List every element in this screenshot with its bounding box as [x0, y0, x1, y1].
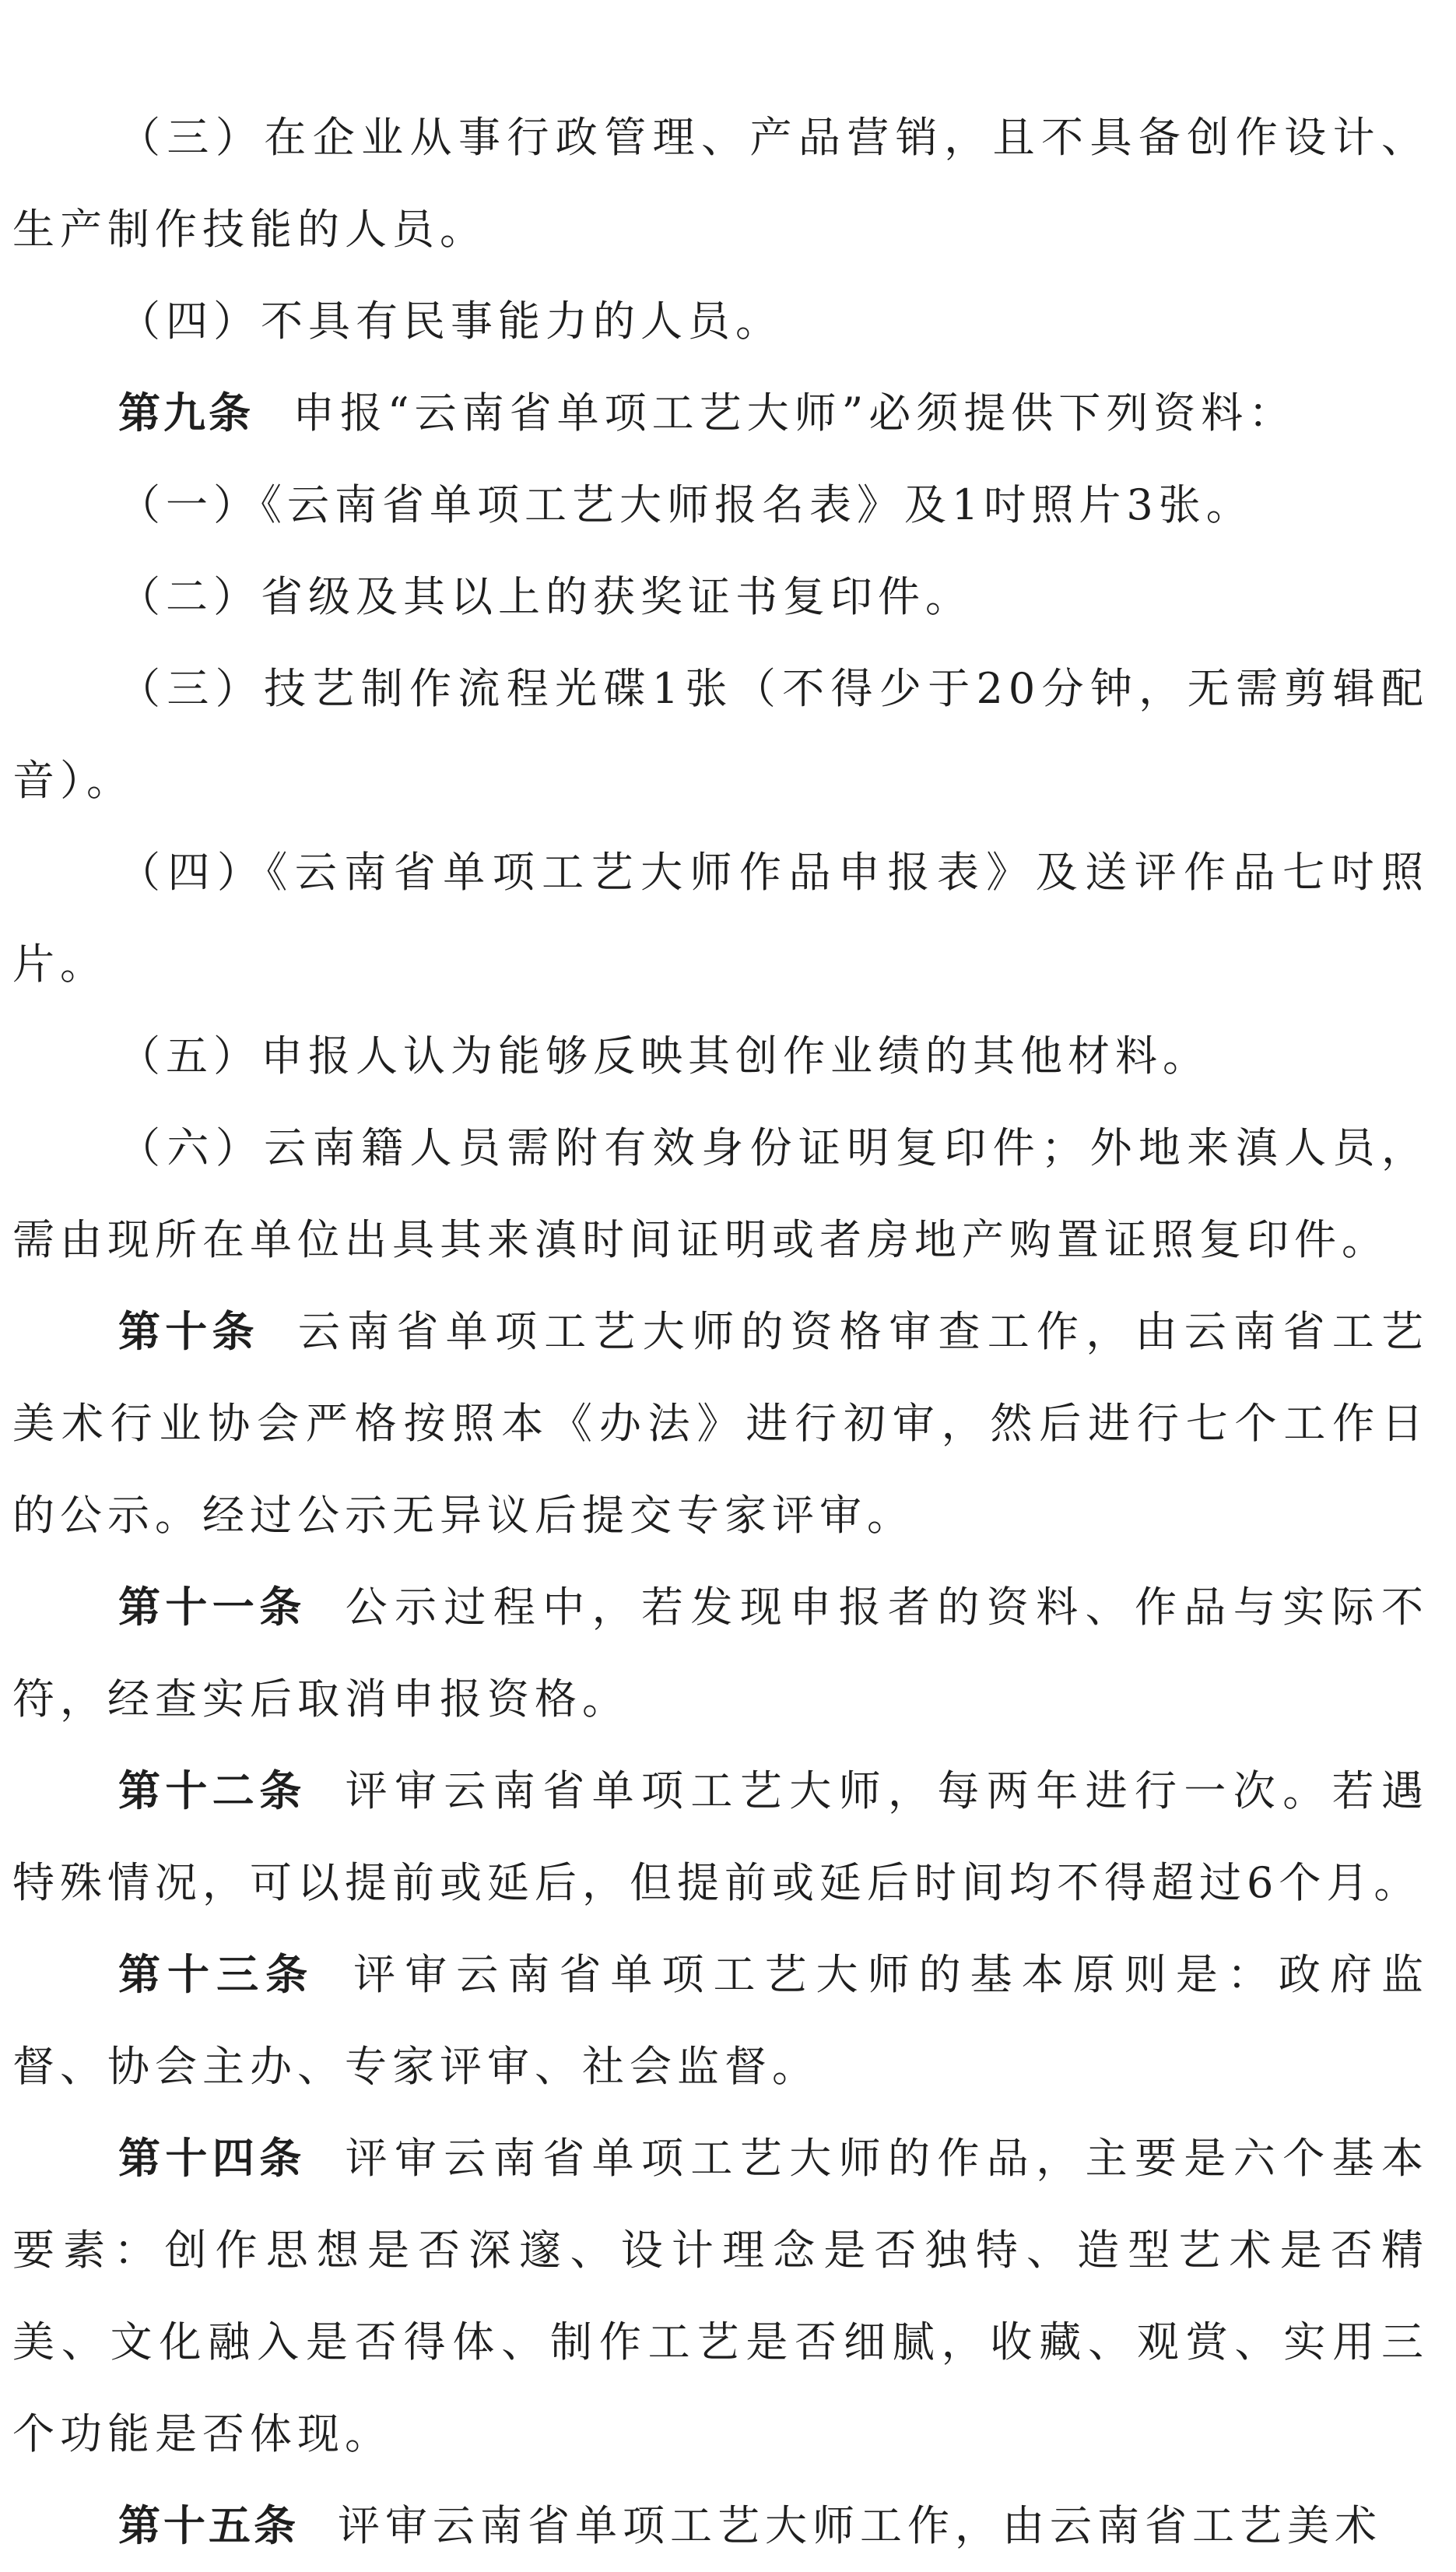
article-15 [12, 2480, 1429, 2572]
article-13 [12, 1929, 1429, 2113]
paragraph-text: （四）不具有民事能力的人员。 [118, 297, 783, 346]
paragraph-text: （二）省级及其以上的获奖证书复印件。 [118, 572, 973, 621]
paragraph-text: 评审云南省单项工艺大师，每两年进行一次。若遇特殊情况，可以提前或延后，但提前或延后时间均不得超过6个月。 [12, 1766, 1430, 1907]
paragraph-item-3 [12, 92, 1429, 276]
article-heading: 第十三条 [118, 1950, 315, 1999]
material-item-5 [12, 1010, 1429, 1102]
article-heading: 第十一条 [118, 1583, 307, 1632]
article-12 [12, 1745, 1429, 1929]
material-item-4 [12, 827, 1429, 1010]
paragraph-text: （四）《云南省单项工艺大师作品申报表》及送评作品七吋照片。 [12, 848, 1429, 989]
paragraph-text: （五）申报人认为能够反映其创作业绩的其他材料。 [118, 1031, 1210, 1080]
paragraph-text: 云南省单项工艺大师的资格审查工作，由云南省工艺美术行业协会严格按照本《办法》进行初审，然后进行七个工作日的公示。经过公示无异议后提交专家评审。 [12, 1307, 1430, 1540]
article-11 [12, 1562, 1429, 1745]
paragraph-text: （三）在企业从事行政管理、产品营销，且不具备创作设计、生产制作技能的人员。 [12, 113, 1429, 254]
paragraph-text: 评审云南省单项工艺大师工作，由云南省工艺美术 [338, 2501, 1382, 2550]
paragraph-text: （六）云南籍人员需附有效身份证明复印件；外地来滇人员，需由现所在单位出具其来滇时间证明或者房地产购置证照复印件。 [12, 1123, 1429, 1264]
material-item-1 [12, 459, 1429, 551]
paragraph-text: 公示过程中，若发现申报者的资料、作品与实际不符，经查实后取消申报资格。 [12, 1583, 1430, 1723]
article-10 [12, 1286, 1429, 1562]
article-heading: 第十四条 [118, 2134, 307, 2183]
paragraph-text: 申报“云南省单项工艺大师”必须提供下列资料： [293, 388, 1296, 437]
article-14 [12, 2113, 1429, 2480]
material-item-3 [12, 643, 1429, 827]
document-page [12, 92, 1429, 2572]
article-heading: 第九条 [118, 388, 254, 437]
article-9 [12, 367, 1429, 459]
material-item-6 [12, 1102, 1429, 1286]
article-heading: 第十五条 [118, 2501, 299, 2550]
paragraph-item-4 [12, 276, 1429, 367]
material-item-2 [12, 551, 1429, 643]
paragraph-text: （三）技艺制作流程光碟1张（不得少于20分钟，无需剪辑配音）。 [12, 664, 1429, 805]
paragraph-text: （一）《云南省单项工艺大师报名表》及1吋照片3张。 [118, 480, 1254, 529]
paragraph-text: 评审云南省单项工艺大师的基本原则是：政府监督、协会主办、专家评审、社会监督。 [12, 1950, 1430, 2091]
paragraph-text: 评审云南省单项工艺大师的作品，主要是六个基本要素：创作思想是否深邃、设计理念是否独特、造型艺术是否精美、文化融入是否得体、制作工艺是否细腻，收藏、观赏、实用三个功能是否体现。 [12, 2134, 1430, 2458]
article-heading: 第十条 [118, 1307, 259, 1356]
article-heading: 第十二条 [118, 1766, 307, 1815]
